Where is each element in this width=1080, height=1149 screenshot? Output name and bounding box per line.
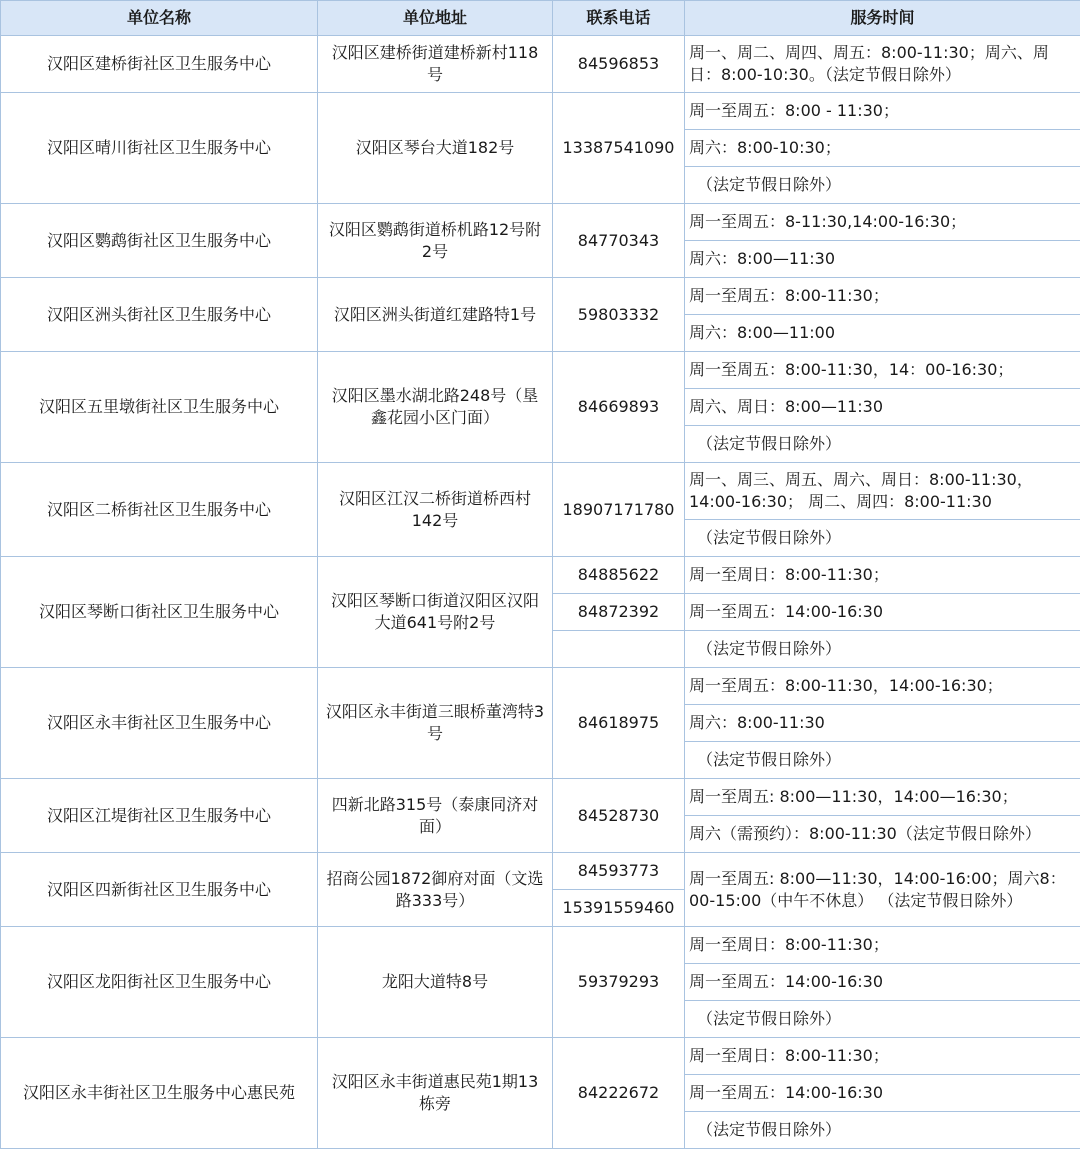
- table-row: [1, 463, 1080, 520]
- unit-phone-cell: 15391559460: [553, 890, 685, 927]
- unit-phone-cell: 84222672: [553, 1038, 685, 1149]
- unit-phone-cell: 84872392: [553, 594, 685, 631]
- unit-phone-cell: 59379293: [553, 927, 685, 1038]
- table-row: [1, 204, 1080, 241]
- unit-phone-cell: 18907171780: [553, 463, 685, 557]
- table-row: [1, 853, 1080, 890]
- unit-address-cell: 汉阳区琴断口街道汉阳区汉阳大道641号附2号: [318, 557, 553, 668]
- table-row: [1, 93, 1080, 130]
- service-hours-cell: 周一至周日：8:00-11:30；: [685, 1038, 1080, 1075]
- unit-name-cell: 汉阳区江堤街社区卫生服务中心: [1, 779, 318, 853]
- unit-name-cell: 汉阳区永丰街社区卫生服务中心: [1, 668, 318, 779]
- column-header-address: 单位地址: [318, 1, 553, 36]
- service-hours-cell: 周一至周五：14:00-16:30: [685, 594, 1080, 631]
- unit-address-cell: 招商公园1872御府对面（文选路333号）: [318, 853, 553, 927]
- service-hours-cell: （法定节假日除外）: [685, 167, 1080, 204]
- unit-phone-cell: 84770343: [553, 204, 685, 278]
- unit-address-cell: 龙阳大道特8号: [318, 927, 553, 1038]
- service-hours-cell: 周一至周五：8:00-11:30；: [685, 278, 1080, 315]
- service-hours-cell: 周一至周五: 8:00—11:30，14:00—16:30；: [685, 779, 1080, 816]
- unit-name-cell: 汉阳区永丰街社区卫生服务中心惠民苑: [1, 1038, 318, 1149]
- column-header-name: 单位名称: [1, 1, 318, 36]
- unit-address-cell: 汉阳区建桥街道建桥新村118号: [318, 36, 553, 93]
- service-hours-cell: 周一至周五：14:00-16:30: [685, 964, 1080, 1001]
- column-header-hours: 服务时间: [685, 1, 1080, 36]
- table-row: [1, 36, 1080, 93]
- unit-phone-cell: 84528730: [553, 779, 685, 853]
- table-row: [1, 278, 1080, 315]
- unit-address-cell: 汉阳区鹦鹉街道桥机路12号附2号: [318, 204, 553, 278]
- unit-phone-cell: 84593773: [553, 853, 685, 890]
- service-hours-cell: （法定节假日除外）: [685, 742, 1080, 779]
- service-hours-cell: 周一至周五：8:00-11:30，14:00-16:30；: [685, 668, 1080, 705]
- unit-address-cell: 汉阳区永丰街道三眼桥董湾特3号: [318, 668, 553, 779]
- service-hours-cell: 周一、周三、周五、周六、周日：8:00-11:30，14:00-16:30； 周二、周四：8:00-11:30: [685, 463, 1080, 520]
- table-row: [1, 1038, 1080, 1075]
- unit-phone-cell: 84596853: [553, 36, 685, 93]
- service-hours-cell: 周六：8:00—11:30: [685, 241, 1080, 278]
- service-hours-cell: 周一至周五：8:00-11:30，14：00-16:30；: [685, 352, 1080, 389]
- unit-name-cell: 汉阳区二桥街社区卫生服务中心: [1, 463, 318, 557]
- service-hours-cell: 周六、周日：8:00—11:30: [685, 389, 1080, 426]
- service-hours-cell: 周六：8:00—11:00: [685, 315, 1080, 352]
- unit-name-cell: 汉阳区建桥街社区卫生服务中心: [1, 36, 318, 93]
- table-row: [1, 668, 1080, 705]
- unit-name-cell: 汉阳区琴断口街社区卫生服务中心: [1, 557, 318, 668]
- unit-name-cell: 汉阳区晴川街社区卫生服务中心: [1, 93, 318, 204]
- unit-phone-cell: 84885622: [553, 557, 685, 594]
- column-header-phone: 联系电话: [553, 1, 685, 36]
- unit-address-cell: 汉阳区墨水湖北路248号（垦鑫花园小区门面）: [318, 352, 553, 463]
- table-header-row: [1, 1, 1080, 36]
- unit-phone-cell: 59803332: [553, 278, 685, 352]
- unit-address-cell: 汉阳区永丰街道惠民苑1期13栋旁: [318, 1038, 553, 1149]
- service-hours-cell: 周六：8:00-10:30；: [685, 130, 1080, 167]
- unit-phone-cell: 13387541090: [553, 93, 685, 204]
- unit-name-cell: 汉阳区四新街社区卫生服务中心: [1, 853, 318, 927]
- service-hours-cell: 周一至周五：8-11:30,14:00-16:30；: [685, 204, 1080, 241]
- unit-name-cell: 汉阳区龙阳街社区卫生服务中心: [1, 927, 318, 1038]
- service-hours-cell: 周六（需预约）：8:00-11:30（法定节假日除外）: [685, 816, 1080, 853]
- service-hours-cell: 周一、周二、周四、周五：8:00-11:30；周六、周日：8:00-10:30。（法定节假日除外）: [685, 36, 1080, 93]
- service-hours-cell: 周一至周五：14:00-16:30: [685, 1075, 1080, 1112]
- unit-name-cell: 汉阳区五里墩街社区卫生服务中心: [1, 352, 318, 463]
- service-hours-cell: 周一至周五：8:00 - 11:30；: [685, 93, 1080, 130]
- service-hours-cell: （法定节假日除外）: [685, 426, 1080, 463]
- table-row: [1, 927, 1080, 964]
- unit-address-cell: 汉阳区洲头街道红建路特1号: [318, 278, 553, 352]
- service-hours-cell: （法定节假日除外）: [685, 1112, 1080, 1149]
- service-hours-cell: 周一至周五: 8:00—11:30，14:00-16:00；周六8：00-15:00（中午不休息） （法定节假日除外）: [685, 853, 1080, 927]
- service-hours-cell: （法定节假日除外）: [685, 1001, 1080, 1038]
- unit-address-cell: 四新北路315号（泰康同济对面）: [318, 779, 553, 853]
- unit-name-cell: 汉阳区鹦鹉街社区卫生服务中心: [1, 204, 318, 278]
- service-hours-cell: 周一至周日：8:00-11:30；: [685, 927, 1080, 964]
- table-row: [1, 352, 1080, 389]
- service-hours-cell: （法定节假日除外）: [685, 520, 1080, 557]
- unit-phone-cell: [553, 631, 685, 668]
- service-hours-cell: （法定节假日除外）: [685, 631, 1080, 668]
- unit-phone-cell: 84669893: [553, 352, 685, 463]
- unit-phone-cell: 84618975: [553, 668, 685, 779]
- service-hours-cell: 周一至周日：8:00-11:30；: [685, 557, 1080, 594]
- unit-address-cell: 汉阳区江汉二桥街道桥西村142号: [318, 463, 553, 557]
- table-row: [1, 779, 1080, 816]
- unit-name-cell: 汉阳区洲头街社区卫生服务中心: [1, 278, 318, 352]
- service-hours-cell: 周六：8:00-11:30: [685, 705, 1080, 742]
- table-row: [1, 557, 1080, 594]
- unit-address-cell: 汉阳区琴台大道182号: [318, 93, 553, 204]
